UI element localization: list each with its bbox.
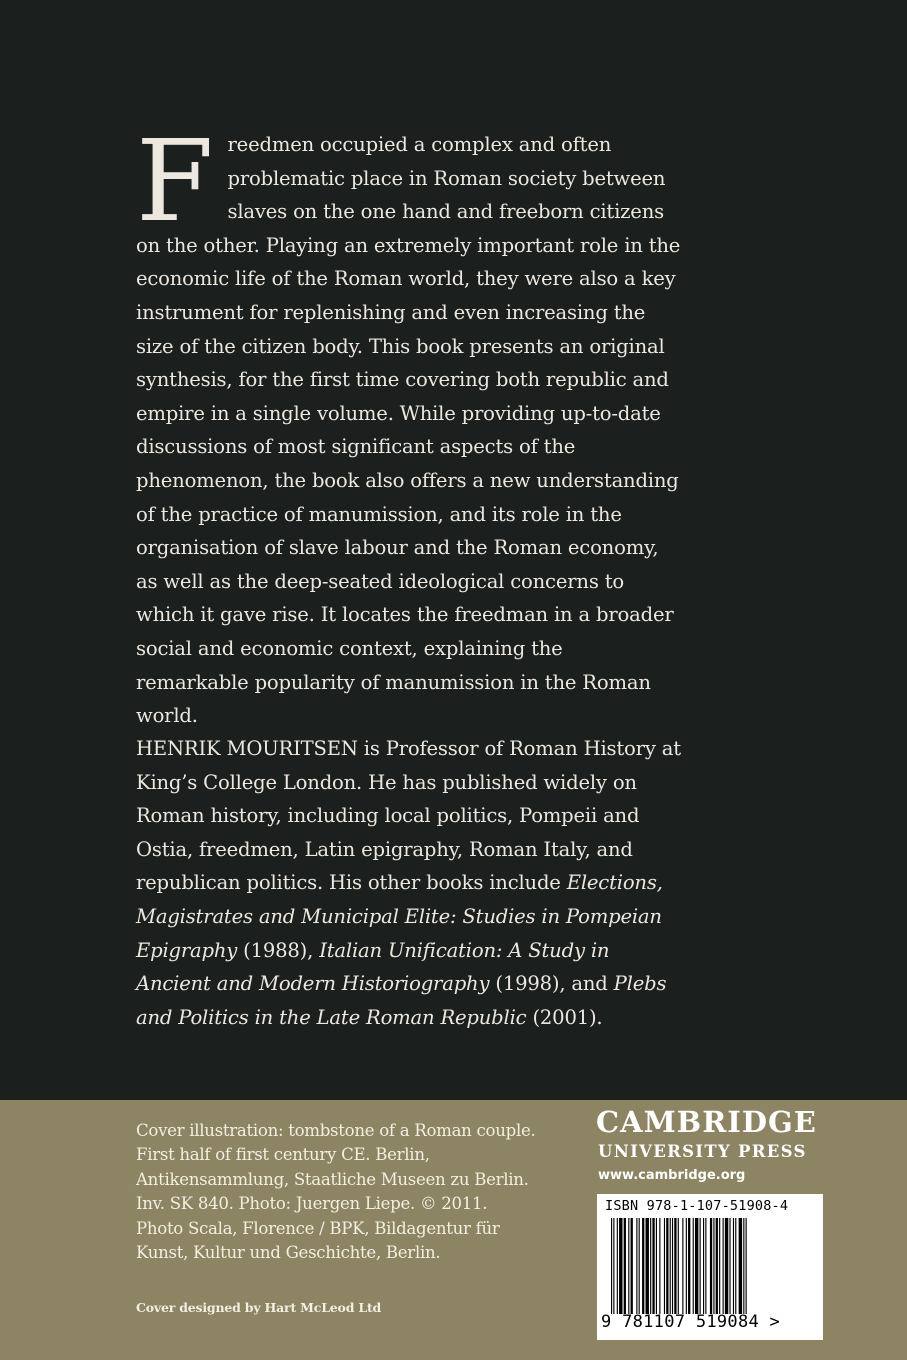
barcode-bar	[739, 1218, 742, 1314]
barcode-bar	[688, 1218, 690, 1314]
barcode-bar	[656, 1218, 657, 1314]
barcode-bar	[693, 1218, 694, 1314]
barcode-digits: 9 781107 519084 >	[601, 1312, 781, 1332]
barcode-bar	[642, 1218, 644, 1314]
barcode-bar	[664, 1218, 665, 1314]
book-title-3: Plebs and Politics in the Late Roman Republic	[136, 972, 667, 1029]
barcode-bar	[613, 1218, 614, 1314]
blurb-text: reedmen occupied a complex and often problematic place in Roman society between slaves on the one hand and freeborn citizens on the other. Playing an extremely important role in the economic life of the Roman world, they were also a key instrument for replenishing and even increasing the size of the citizen body. This book presents an original synthesis, for the first time covering both republic and empire in a single volume. While providing up-to-date discussions of most significant aspects of the phenomenon, the book also offers a new understanding of the practice of manumission, and its role in the organisation of slave labour and the Roman economy, as well as the deep-seated ideological concerns to which it gave rise. It locates the freedman in a broader social and economic context, explaining the remarkable popularity of manumission in the Roman world.	[136, 133, 681, 728]
bio-text-4: (2001).	[526, 1005, 603, 1029]
barcode-bar	[686, 1218, 687, 1314]
barcode-bar	[682, 1218, 683, 1314]
barcode-bar	[735, 1218, 736, 1314]
isbn-label: ISBN 978-1-107-51908-4	[605, 1198, 789, 1214]
barcode-bar	[650, 1218, 651, 1314]
bio-text-3: (1998), and	[489, 972, 614, 996]
book-title-1: Elections, Magistrates and Municipal Elite: Studies in Pompeian Epigraphy	[136, 871, 663, 962]
barcode-bar	[636, 1218, 637, 1314]
barcode-bar	[639, 1218, 640, 1314]
barcode-bar	[631, 1218, 633, 1314]
barcode-bar	[725, 1218, 728, 1314]
barcode-bar	[705, 1218, 706, 1314]
barcode-bar	[700, 1218, 701, 1314]
barcode-bar	[670, 1218, 671, 1314]
publisher-subtitle: UNIVERSITY PRESS	[598, 1142, 807, 1161]
barcode-bar	[695, 1218, 698, 1314]
barcode-bar	[672, 1218, 673, 1314]
drop-cap: F	[136, 117, 214, 247]
barcode-bar	[619, 1218, 622, 1314]
barcode-bar	[646, 1218, 649, 1314]
barcode-bar	[652, 1218, 654, 1314]
publisher-name: CAMBRIDGE	[596, 1105, 817, 1139]
barcode-bar	[710, 1218, 712, 1314]
barcode-bar	[733, 1218, 734, 1314]
barcode-bar	[729, 1218, 730, 1314]
barcode	[597, 1194, 823, 1340]
publisher-url: www.cambridge.org	[598, 1168, 746, 1183]
bio-text-1: HENRIK MOURITSEN is Professor of Roman History at King’s College London. He has published widely on Roman history, including local politics, Pompeii and Ostia, freedmen, Latin epigraphy, Roman Italy, and republican politics. His other books include	[136, 737, 681, 895]
cover-credit: Cover illustration: tombstone of a Roman couple. First half of first century CE. Berlin, Antikensammlung, Staatliche Museen zu Berlin. Inv. SK 840. Photo: Juergen Liepe. © 2011. Photo Scala, Florence / BPK, Bildagentur für Kunst, Kultur und Geschichte, Berlin.	[136, 1121, 536, 1263]
barcode-bar	[723, 1218, 724, 1314]
barcode-bars	[611, 1218, 809, 1314]
author-bio	[136, 732, 681, 1034]
barcode-bar	[746, 1218, 747, 1314]
barcode-bar	[624, 1218, 626, 1314]
barcode-bar	[719, 1218, 720, 1314]
barcode-bar	[628, 1218, 629, 1314]
blurb-paragraph	[136, 117, 681, 733]
book-title-2: Italian Unification: A Study in Ancient and Modern Historiography	[136, 938, 610, 996]
barcode-bar	[716, 1218, 718, 1314]
barcode-bar	[617, 1218, 618, 1314]
description-blurb	[136, 117, 681, 733]
barcode-bar	[674, 1218, 676, 1314]
barcode-bar	[666, 1218, 668, 1314]
barcode-bar	[659, 1218, 660, 1314]
barcode-bar	[611, 1218, 612, 1314]
barcode-bar	[703, 1218, 704, 1314]
barcode-bar	[713, 1218, 714, 1314]
bio-text-2: (1988),	[237, 938, 320, 962]
barcode-bar	[678, 1218, 679, 1314]
designer-credit: Cover designed by Hart McLeod Ltd	[136, 1300, 382, 1315]
bio-paragraph	[136, 732, 681, 1034]
barcode-bar	[743, 1218, 744, 1314]
